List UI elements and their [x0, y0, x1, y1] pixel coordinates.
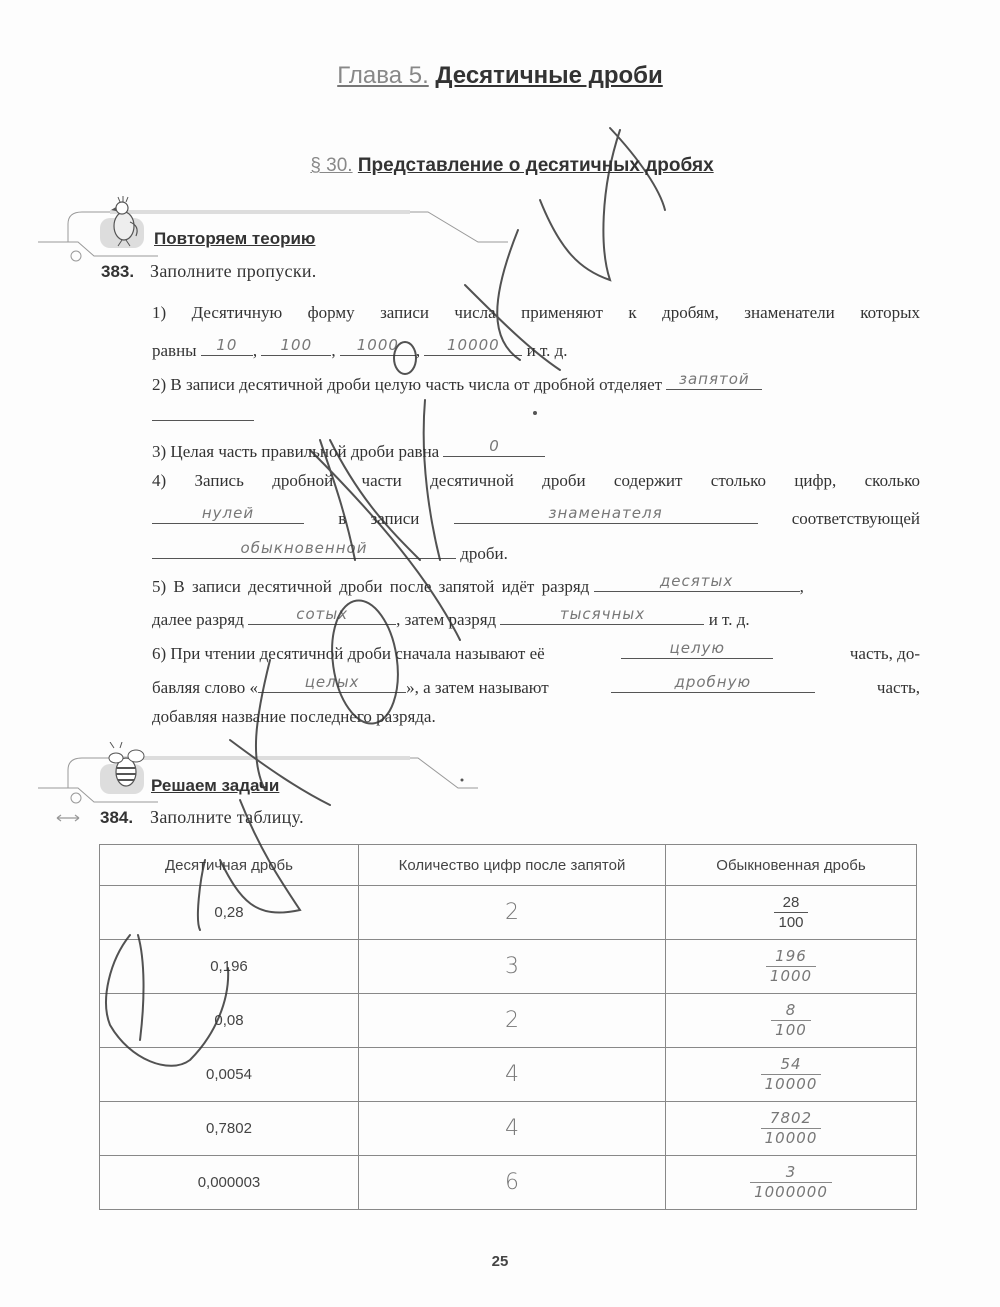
answer-5-2: сотых: [296, 605, 349, 623]
header-digits: Количество цифр после запятой: [359, 845, 666, 886]
common-fraction: [766, 948, 816, 985]
blank-4-3[interactable]: [152, 540, 456, 559]
digits-answer: 2: [505, 1008, 519, 1033]
item6-text: 6) При чтении десятичной дроби сначала называют её: [152, 644, 545, 663]
decimal-cell: 0,08: [100, 994, 359, 1048]
answer-6-3: дробную: [674, 673, 752, 691]
digits-answer: 6: [505, 1170, 519, 1195]
fractions-table: [99, 844, 917, 1210]
answer-4-1: нулей: [201, 504, 255, 522]
blank-2[interactable]: [666, 371, 762, 390]
answer-3: 0: [489, 437, 500, 455]
item2-text: 2) В записи десятичной дроби целую часть числа от дробной отделяет: [152, 375, 663, 394]
answer-4-2: знаменателя: [548, 504, 663, 522]
item4-mid: в записи: [338, 509, 420, 528]
item6-mid: », а затем называют: [406, 678, 549, 697]
common-fraction-cell[interactable]: [666, 1156, 917, 1210]
item5-line2: [152, 606, 750, 630]
answer-5-3: тысячных: [559, 605, 646, 623]
common-fraction-cell[interactable]: [666, 1048, 917, 1102]
chapter-prefix: Глава 5.: [337, 62, 429, 89]
table-row: [100, 1156, 917, 1210]
item1-line2: равны 10 , 100 , 1000 , 10000 и т. д.: [152, 336, 568, 360]
common-fraction: [774, 894, 807, 931]
blank-4-1[interactable]: [152, 505, 304, 524]
decimal-cell: 0,000003: [100, 1156, 359, 1210]
header-decimal: Десятичная дробь: [100, 845, 359, 886]
table-header-row: [100, 845, 917, 886]
answer-6-1: целую: [669, 639, 726, 657]
answer-6-2: целых: [304, 673, 360, 691]
table-row: [100, 994, 917, 1048]
chapter-title: Десятичные дроби: [435, 62, 663, 89]
blank-2-continuation: [152, 420, 254, 421]
blank-6-2[interactable]: [258, 674, 406, 693]
blank-4-2[interactable]: [454, 505, 758, 524]
table-row: [100, 1048, 917, 1102]
decimal-cell: 0,196: [100, 940, 359, 994]
item6-line2-pre: бавляя слово «: [152, 678, 259, 697]
double-arrow-icon: [56, 813, 80, 823]
chapter-heading: [0, 62, 1000, 90]
task-384-text: Заполните таблицу.: [150, 807, 304, 827]
digits-answer: 4: [505, 1062, 519, 1087]
denominator: 100: [778, 914, 804, 931]
item4-post1: соответствующей: [791, 509, 920, 528]
banner-theory-title: Повторяем теорию: [154, 229, 316, 248]
numerator: 28: [782, 894, 800, 911]
blank-5-3[interactable]: [500, 606, 704, 625]
answer-5-1: десятых: [659, 572, 734, 590]
item6-line3: добавляя название последнего разряда.: [152, 707, 436, 726]
item1-post: и т. д.: [526, 341, 568, 360]
item1-line1: 1) Десятичную форму записи числа применяют к дробям, знаменатели которых: [152, 303, 920, 322]
common-fraction: [761, 1056, 822, 1093]
denominator: 1000: [769, 967, 813, 985]
answer-1-2: 100: [280, 336, 313, 354]
parrot-icon: [102, 196, 146, 248]
item3-line: [152, 438, 545, 462]
item4-line1: 4) Запись дробной части десятичной дроби содержит столько цифр, сколько: [152, 471, 920, 490]
common-fraction: [771, 1002, 811, 1039]
page-number: 25: [491, 1253, 509, 1270]
item5-comma: ,: [799, 577, 804, 596]
header-common: Обыкновенная дробь: [666, 845, 917, 886]
task-384-number: 384.: [100, 808, 134, 827]
answer-1-4: 10000: [446, 336, 500, 354]
blank-1-4[interactable]: [424, 337, 522, 356]
fraction-bar: [774, 912, 807, 913]
item3-text: 3) Целая часть правильной дроби равна: [152, 442, 440, 461]
numerator: 3: [785, 1163, 797, 1181]
digits-cell[interactable]: [359, 1156, 666, 1210]
blank-5-2[interactable]: [248, 606, 396, 625]
task-383-text: Заполните пропуски.: [150, 261, 317, 281]
item5-line1: [152, 573, 804, 597]
item6-post2: часть,: [876, 678, 920, 697]
numerator: 54: [780, 1055, 802, 1073]
item5-post: и т. д.: [708, 610, 750, 629]
item1-pre: равны: [152, 341, 197, 360]
blank-6-3[interactable]: [611, 674, 815, 693]
section-title: Представление о десятичных дробях: [357, 155, 714, 176]
table-row: [100, 1102, 917, 1156]
item6-line2: [152, 674, 920, 698]
digits-cell[interactable]: [359, 1048, 666, 1102]
blank-3[interactable]: [443, 438, 545, 457]
common-fraction: [750, 1164, 832, 1201]
table-row: [100, 886, 917, 940]
answer-2: запятой: [678, 370, 750, 388]
numerator: 8: [785, 1001, 797, 1019]
numerator: 7802: [769, 1109, 813, 1127]
decimal-cell: 0,7802: [100, 1102, 359, 1156]
digits-cell[interactable]: [359, 1102, 666, 1156]
item4-line3: [152, 540, 508, 564]
item6-line1: [152, 640, 920, 664]
numerator: 196: [775, 947, 807, 965]
digits-answer: 3: [505, 954, 519, 979]
item5-text: 5) В записи десятичной дроби после запятой идёт разряд: [152, 577, 590, 596]
item5-mid: , затем разряд: [396, 610, 497, 629]
blank-6-1[interactable]: [621, 640, 773, 659]
decimal-cell: 0,0054: [100, 1048, 359, 1102]
denominator: 10000: [764, 1075, 818, 1093]
decimal-cell: 0,28: [100, 886, 359, 940]
common-fraction-cell[interactable]: [666, 940, 917, 994]
answer-1-3: 1000: [356, 336, 399, 354]
digits-cell[interactable]: [359, 994, 666, 1048]
item5-line2-pre: далее разряд: [152, 610, 244, 629]
digits-cell[interactable]: [359, 940, 666, 994]
item4-line2: [152, 505, 920, 529]
blank-1-2[interactable]: [261, 337, 331, 356]
common-fraction-cell[interactable]: [666, 886, 917, 940]
item6-post1: часть, до-: [849, 644, 920, 663]
digits-answer: 4: [505, 1116, 519, 1141]
common-fraction: [761, 1110, 822, 1147]
denominator: 100: [775, 1021, 807, 1039]
common-fraction-cell[interactable]: [666, 994, 917, 1048]
item2-line: [152, 371, 762, 395]
section-heading: [0, 155, 1000, 177]
bee-icon: [100, 742, 150, 794]
blank-1-1[interactable]: [201, 337, 253, 356]
digits-answer: 2: [505, 900, 519, 925]
digits-cell[interactable]: [359, 886, 666, 940]
task-383-number: 383.: [101, 262, 135, 281]
denominator: 10000: [764, 1129, 818, 1147]
table-row: [100, 940, 917, 994]
answer-1-1: 10: [216, 336, 238, 354]
answer-4-3: обыкновенной: [240, 539, 368, 557]
blank-5-1[interactable]: [594, 573, 800, 592]
common-fraction-cell[interactable]: [666, 1102, 917, 1156]
item4-post2: дроби.: [460, 544, 508, 563]
blank-1-3[interactable]: [340, 337, 416, 356]
denominator: 1000000: [754, 1183, 828, 1201]
banner-tasks-title: Решаем задачи: [151, 776, 280, 795]
section-prefix: § 30.: [310, 155, 353, 176]
